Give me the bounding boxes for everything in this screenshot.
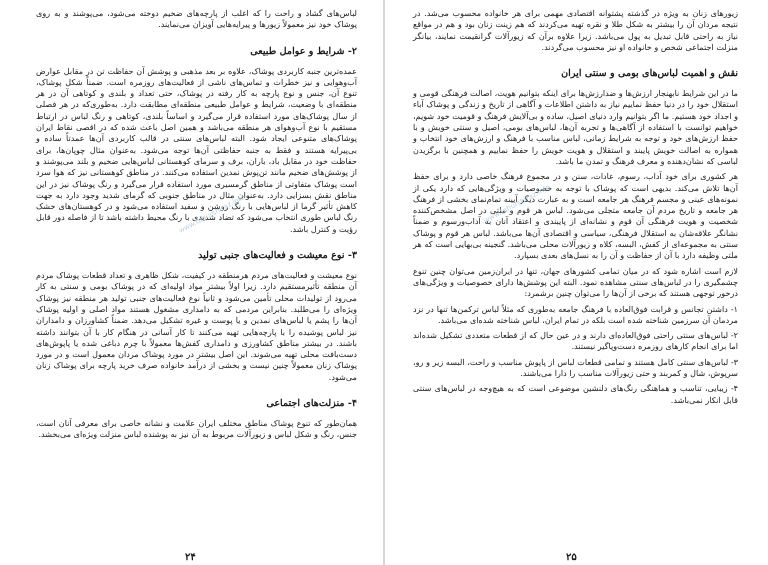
left-intro-paragraph: لباس‌های گشاد و راحت را که اغلب از پارچه‌های ضخیم دوخته می‌شود، می‌پوشند و به روی پوشاک خود نیز معمولاً زیورها و پیرایه‌هایی آویزان می‌نمایند. [36, 8, 357, 30]
bullet-item: ۲- لباس‌های سنتی راحتی فوق‌العاده‌ای دارند و در عین حال که از قطعات متعددی تشکیل شده‌اند اما برای انجام کارهای روزمره دست‌وپاگیر نیستند. [413, 330, 738, 352]
page-number: ۲۴ [185, 552, 196, 563]
right-paragraph-3: لازم است اشاره شود که در میان تمامی کشورهای جهان، تنها در ایران‌زمین می‌توان چنین تنوع چشمگیری را در لباس‌های سنتی مشاهده نمود. البته این پوشش‌ها دارای خصوصیات و ویژگی‌های درخور توجهی هستند که برخی از آن‌ها را می‌توان چنین برشمرد: [413, 265, 738, 299]
page-number: ۲۵ [566, 552, 577, 563]
watermark-text: www.tahurshiraz.info [177, 193, 247, 235]
right-intro-paragraph: زیورهای زنان به ویژه در گذشته پشتوانه اقتصادی مهمی برای هر خانواده محسوب می‌شد. در نتیجه مردان آن را بیشتر به شکل طلا و نقره تهیه می‌کردند که هم زینت زنان بود و هم در مواقع نیاز به راحتی قابل تبدیل به پول می‌باشد. زیرا علاوه برآن که زیورآلات گرانقیمت نمایند، بیانگر منزلت اجتماعی شخص و خانواده او نیز محسوب می‌گردند. [413, 8, 738, 52]
left-page [0, 0, 383, 565]
bullet-item: ۴- زیبایی، تناسب و هماهنگی رنگ‌های دلنشین موضوعی است که به هیچ‌وجه در لباس‌های سنتی قابل انکار نمی‌باشد. [413, 383, 738, 405]
section4-paragraph: همان‌طور که تنوع پوشاک مناطق مختلف ایران علامت و نشانه خاصی برای معرفی آنان است، جنس، رنگ و شکل لباس و زیورآلات مربوط به آن نیز به پوشنده لباس منزلت ویژه‌ای می‌بخشد. [36, 418, 357, 440]
section2-paragraph: عمده‌ترین جنبه کاربردی پوشاک، علاوه بر بعد مذهبی و پوشش آن حفاظت تن در مقابل عوارض آب‌وهوایی و نیز خطرات و تماس‌های ناشی از فعالیت‌های روزمره است. ضمناً شکل پوشاک، تنوع آن، جنس و نوع پارچه به کار رفته در پوشاک، حتی تعداد و بلندی و کوتاهی آن در هر منطقه‌ای با وضعیت، شرایط و عوامل طبیعی منطقه‌ای مطابقت دارد. به‌طوری‌که در هر فصلی از سال پوشاک‌های مورد استفاده قرار می‌گیرد و اساساً بلندی، کوتاهی و رنگ لباس در ارتباط مستقیم با نوع آب‌وهوای هر منطقه می‌باشد و همین اصل باعث شده که در اقصی نقاط ایران پوشاک‌های متنوعی ایجاد شود. البته لباس‌های سنتی در قالب کاربردی آن‌ها عمدتاً ساده و بی‌پیرایه هستند و فقط به جنبه حفاظتی آن‌ها توجه می‌شود. به‌عنوان مثال چوپان‌ها، برای حفاظت خود در مقابل باد، باران، برف و سرمای کوهستانی لباس‌هایی ضخیم و بلند می‌پوشند و از پوشش‌های ضخیم مانند تن‌پوش نمدین استفاده می‌کنند. در مناطق کوهستانی نیز که هوا سرد است پوشاک متفاوتی از مناطق گرمسیری مورد استفاده قرار می‌گیرد و رنگ پوشاک نیز در این مناطق نقش بسزایی دارد. به‌عنوان مثال در مناطق جنوبی که گرمای شدید وجود دارد به جهت کاهش تأثیر گرما از لباس‌هایی با رنگ روشن و سفید استفاده می‌شود و در کوهستان‌های خشک رنگ لباس طوری انتخاب می‌شود که تضاد شدیدی با رنگ محیط داشته باشد تا از فاصله دور قابل رؤیت و کنترل باشد. [36, 65, 357, 234]
section4-heading: ۴- منزلت‌های اجتماعی [266, 398, 357, 410]
right-paragraph-2: هر کشوری برای خود آداب، رسوم، عادات، سنن و در مجموع فرهنگ خاصی دارد و برای حفظ آن‌ها تلاش می‌کند. بدیهی است که پوشاک با توجه به خصوصیات و ویژگی‌هایی که دارد یکی از نمونه‌های عینی و مجسم فرهنگ هر جامعه است و به عبارت دیگر آیینه تمام‌نمای بخشی از فرهنگ هر جامعه و تاریخ مردم آن جامعه متجلی می‌شود. لباس هر قوم و ملتی در اصل مشخص‌کننده شخصیت و هویت فرهنگی آن قوم و نشانه‌ای از پایبندی و اعتقاد آنان به آداب‌ورسوم و ضمناً نشانگر علاقه‌شان به استقلال فرهنگی، سیاسی و اقتصادی آن‌ها می‌باشد. لباس هر قوم و پوشاک سنتی به مجموعه‌ای از کفش، البسه، کلاه و زیورآلات محلی می‌باشد. گنجینه بی‌بهایی است که هر ملتی وظیفه دارد با آن از حفاظت و آن را به نسل‌های بعدی بسپارد. [413, 171, 738, 261]
bullet-item: ۳- لباس‌های سنتی کامل هستند و تمامی قطعات لباس از پاپوش مناسب و راحت، البسه زیر و رو، سرپوش، شال و کمربند و حتی زیورآلات مناسب را دارا می‌باشند. [413, 356, 738, 379]
section3-heading: ۳- نوع معیشت و فعالیت‌های جنبی تولید [198, 250, 357, 262]
right-page [385, 0, 768, 565]
section3-paragraph: نوع معیشت و فعالیت‌های مردم هرمنطقه در کیفیت، شکل ظاهری و تعداد قطعات پوشاک مردم آن منطقه تأثیرمستقیم دارد. زیرا اولاً بیشتر مواد اولیه‌ای که در پوشاک بومی و سنتی به کار می‌رود از تولیدات محلی تأمین می‌شود و ثانیاً نوع فعالیت‌های جنبی تولید هر منطقه نیز پوشاک ویژه‌ای را می‌طلبد. بنابراین مردمی که به دامداری مشغول هستند مواد اصلی و اولیه پوشاک آن‌ها را پشم یا لباس‌های نمدین و یا پوست و غیره تشکیل می‌دهد. ضمناً کشاورزان و دامداران نیز لباس پوشیده را با پارچه‌هایی تهیه می‌کنند تا کار آسانی در هنگام کار با آن بتوانند داشته باشند. در بیشتر مناطق کشاورزی و دامداری کفش‌ها معمولاً با چرم دباغی شده یا پاپوش‌های دست‌بافت محلی تهیه می‌شوند. این اصل بیشتر در مورد پوشاک مردان معمول است و در مورد پوشاک زنان معمولاً چنین نیست و بخشی از درآمد خانواده صرف خرید پارچه برای پوشاک زنان می‌شود. [36, 270, 357, 382]
section2-heading: ۲- شرایط و عوامل طبیعی [250, 45, 357, 57]
watermark-text: www.tahurshiraz.info [482, 183, 552, 225]
bullet-item: ۱- داشتن تجانس و قرابت فوق‌العاده با فرهنگ جامعه به‌طوری که مثلاً لباس ترکمن‌ها تنها در نزد مردمان آن سرزمین شناخته شده است بلکه در تمام ایران، لباس شناخته شده‌ای می‌باشد. [413, 303, 738, 325]
right-paragraph-1: ما در این شرایط نابهنجار ارزش‌ها و ضدارزش‌ها برای اینکه بتوانیم هویت، اصالت فرهنگی قومی و استقلال خود را در دنیا حفظ نماییم نیاز به داشتن اطلاعات و آگاهی از تاریخ و زندگی و پوشاک آباء و اجداد خود هستیم. ما اگر بتوانیم وارد دنیای اصیل، ساده و بی‌آلایش فرهنگ و قومیت خود شویم، خواهیم توانست با استفاده از آگاهی‌ها و تجربه آن‌ها، لباس‌های بومی، اصیل و سنتی خویش و با حفظ ارزش‌های خود و توجه به شرایط زمانی، لباس مناسب با فرهنگ و ارزش‌های خود انتخاب و همواره به اصالت خویش پایبند و استقلال و هویت خویش را حفظ نماییم و همچنین با برگزیدن لباسی که نشان‌دهنده و معرف فرهنگ و تمدن ما باشد. [413, 88, 738, 166]
chapter-heading: نقش و اهمیت لباس‌های بومی و سنتی ایران [561, 68, 738, 80]
